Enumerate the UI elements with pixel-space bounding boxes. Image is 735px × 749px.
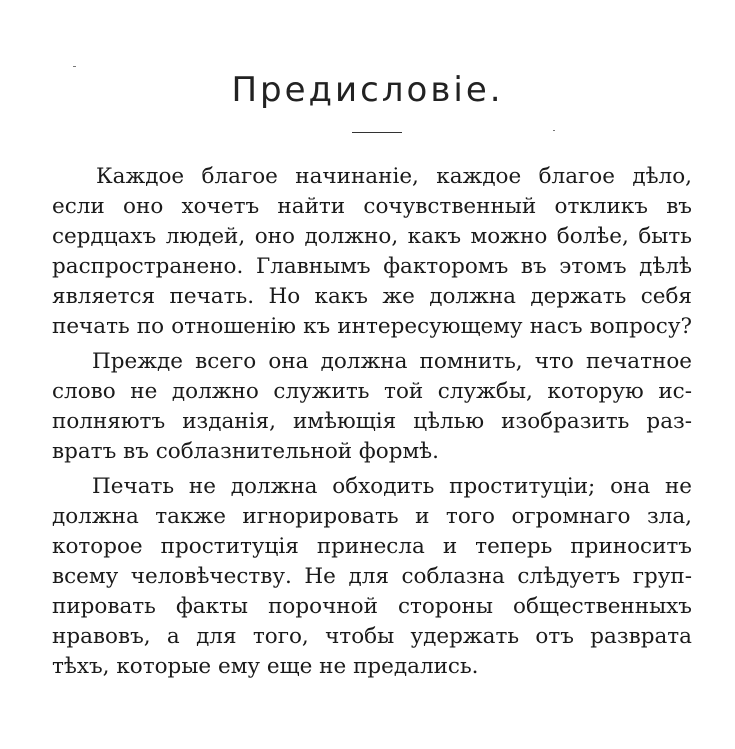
text-line: Каждое благое начинаніе, каждое благое дѣло,	[96, 164, 692, 189]
text-line: должна также игнорировать и того огромнаго зла,	[52, 504, 692, 529]
text-line: нравовъ, а для того, чтобы удержать отъ разврата	[52, 624, 692, 649]
text-line: слово не должно служить той службы, которую ис-	[52, 379, 692, 404]
text-line: Печать не должна обходить проституціи; она не	[92, 474, 692, 499]
text-line: тѣхъ, которые ему еще не предались.	[52, 654, 479, 679]
text-line: всему человѣчеству. Не для соблазна слѣдуетъ груп-	[52, 564, 692, 589]
text-line: вратъ въ соблазнительной формѣ.	[52, 439, 439, 464]
paragraph-3	[52, 472, 692, 682]
print-speck	[553, 130, 555, 131]
text-line: распространено. Главнымъ факторомъ въ этомъ дѣлѣ	[52, 254, 692, 279]
text-line: пировать факты порочной стороны общественныхъ	[52, 594, 692, 619]
title-divider	[352, 132, 402, 133]
print-speck	[73, 66, 76, 67]
text-line: которое проституція принесла и теперь приноситъ	[52, 534, 692, 559]
text-line: Прежде всего она должна помнить, что печатное	[92, 349, 692, 374]
text-line: полняютъ изданія, имѣющія цѣлью изобразить раз-	[52, 409, 692, 434]
text-line: сердцахъ людей, оно должно, какъ можно болѣе, быть	[52, 224, 692, 249]
text-line: является печать. Но какъ же должна держать себя	[52, 284, 692, 309]
paragraph-2	[52, 347, 692, 467]
text-line: если оно хочетъ найти сочувственный откликъ въ	[52, 194, 692, 219]
page-title: Предисловіе.	[231, 70, 504, 110]
text-line: печать по отношенію къ интересующему насъ вопросу?	[52, 314, 692, 339]
paragraph-1	[52, 162, 692, 342]
